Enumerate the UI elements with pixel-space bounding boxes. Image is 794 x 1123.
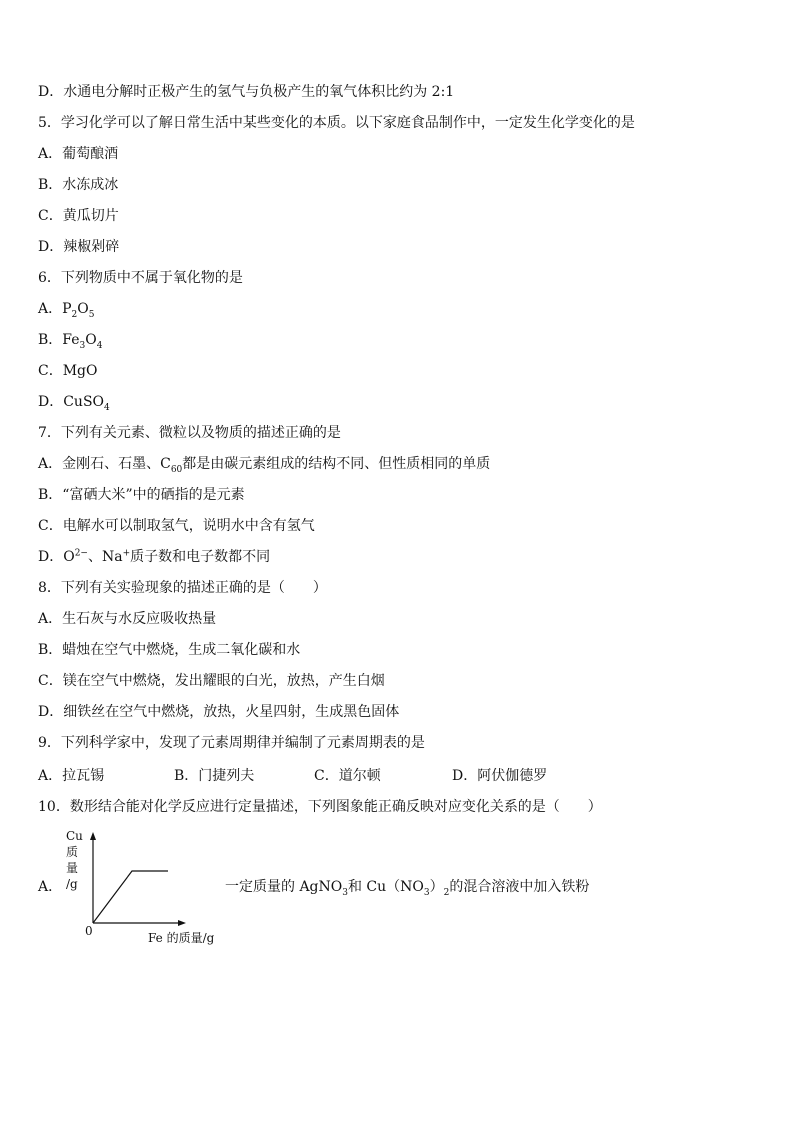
q5-option-d[interactable]: D．辣椒剁碎 [38, 239, 120, 255]
y-label-3: 量 [66, 861, 79, 875]
x-axis-arrow [178, 920, 186, 926]
q10-option-a-label[interactable]: A． [38, 879, 63, 895]
q8-option-b[interactable]: B．蜡烛在空气中燃烧，生成二氧化碳和水 [38, 642, 301, 658]
q9-option-a[interactable]: A．拉瓦锡 [38, 768, 105, 784]
q6-stem: 6．下列物质中不属于氧化物的是 [38, 270, 243, 286]
q7-option-c[interactable]: C．电解水可以制取氢气，说明水中含有氢气 [38, 518, 315, 534]
q7-option-d[interactable]: D．$O^{2-}$、Na+质子数和电子数都不同 [38, 548, 271, 565]
q5-option-c[interactable]: C．黄瓜切片 [38, 208, 119, 224]
y-label-4: /g [66, 877, 78, 891]
q8-stem: 8．下列有关实验现象的描述正确的是（ ） [38, 580, 327, 596]
q6-option-d[interactable]: D．CuSO$_4$ [38, 394, 110, 413]
q7-option-a[interactable]: A．金刚石、石墨、$C_{60}$都是由碳元素组成的结构不同、但性质相同的单质 [38, 456, 491, 475]
q6-option-a[interactable]: A．$P_2O_5$ [38, 301, 95, 320]
q6-option-b[interactable]: B．$Fe_3O_4$ [38, 332, 103, 351]
q8-option-a[interactable]: A．生石灰与水反应吸收热量 [38, 611, 217, 627]
x-axis-label: Fe 的质量/g [148, 931, 215, 945]
y-label-1: Cu [66, 830, 83, 843]
q8-option-d[interactable]: D．细铁丝在空气中燃烧，放热，火星四射，生成黑色固体 [38, 704, 400, 720]
q5-option-b[interactable]: B．水冻成冰 [38, 177, 119, 193]
q9-option-d[interactable]: D．阿伏伽德罗 [452, 768, 548, 784]
q9-option-b[interactable]: B．门捷列夫 [174, 768, 255, 784]
q8-option-c[interactable]: C．镁在空气中燃烧，发出耀眼的白光，放热，产生白烟 [38, 673, 385, 689]
q5-option-a[interactable]: A．葡萄酿酒 [38, 146, 119, 162]
q7-option-b[interactable]: B．“富硒大米”中的硒指的是元素 [38, 487, 245, 503]
cu-mass-curve [93, 871, 168, 923]
q9-option-c[interactable]: C．道尔顿 [314, 768, 381, 784]
q6-option-c[interactable]: C．MgO [38, 363, 98, 379]
q9-stem: 9．下列科学家中，发现了元素周期律并编制了元素周期表的是 [38, 735, 425, 751]
y-label-2: 质 [66, 845, 79, 859]
q4-option-d: D．水通电分解时正极产生的氢气与负极产生的氧气体积比约为 2:1 [38, 84, 455, 100]
q5-stem: 5．学习化学可以了解日常生活中某些变化的本质。以下家庭食品制作中，一定发生化学变化的是 [38, 115, 635, 131]
q10-option-a-graph [60, 830, 230, 950]
q10-stem: 10．数形结合能对化学反应进行定量描述，下列图象能正确反映对应变化关系的是（ ） [38, 799, 602, 815]
q10-option-a-description: 一定质量的 AgNO$_3$和 $Cu(NO_3)_2$的混合溶液中加入铁粉 [225, 879, 590, 898]
q7-stem: 7．下列有关元素、微粒以及物质的描述正确的是 [38, 425, 341, 441]
origin-label: 0 [85, 924, 93, 938]
y-axis-arrow [90, 832, 96, 840]
